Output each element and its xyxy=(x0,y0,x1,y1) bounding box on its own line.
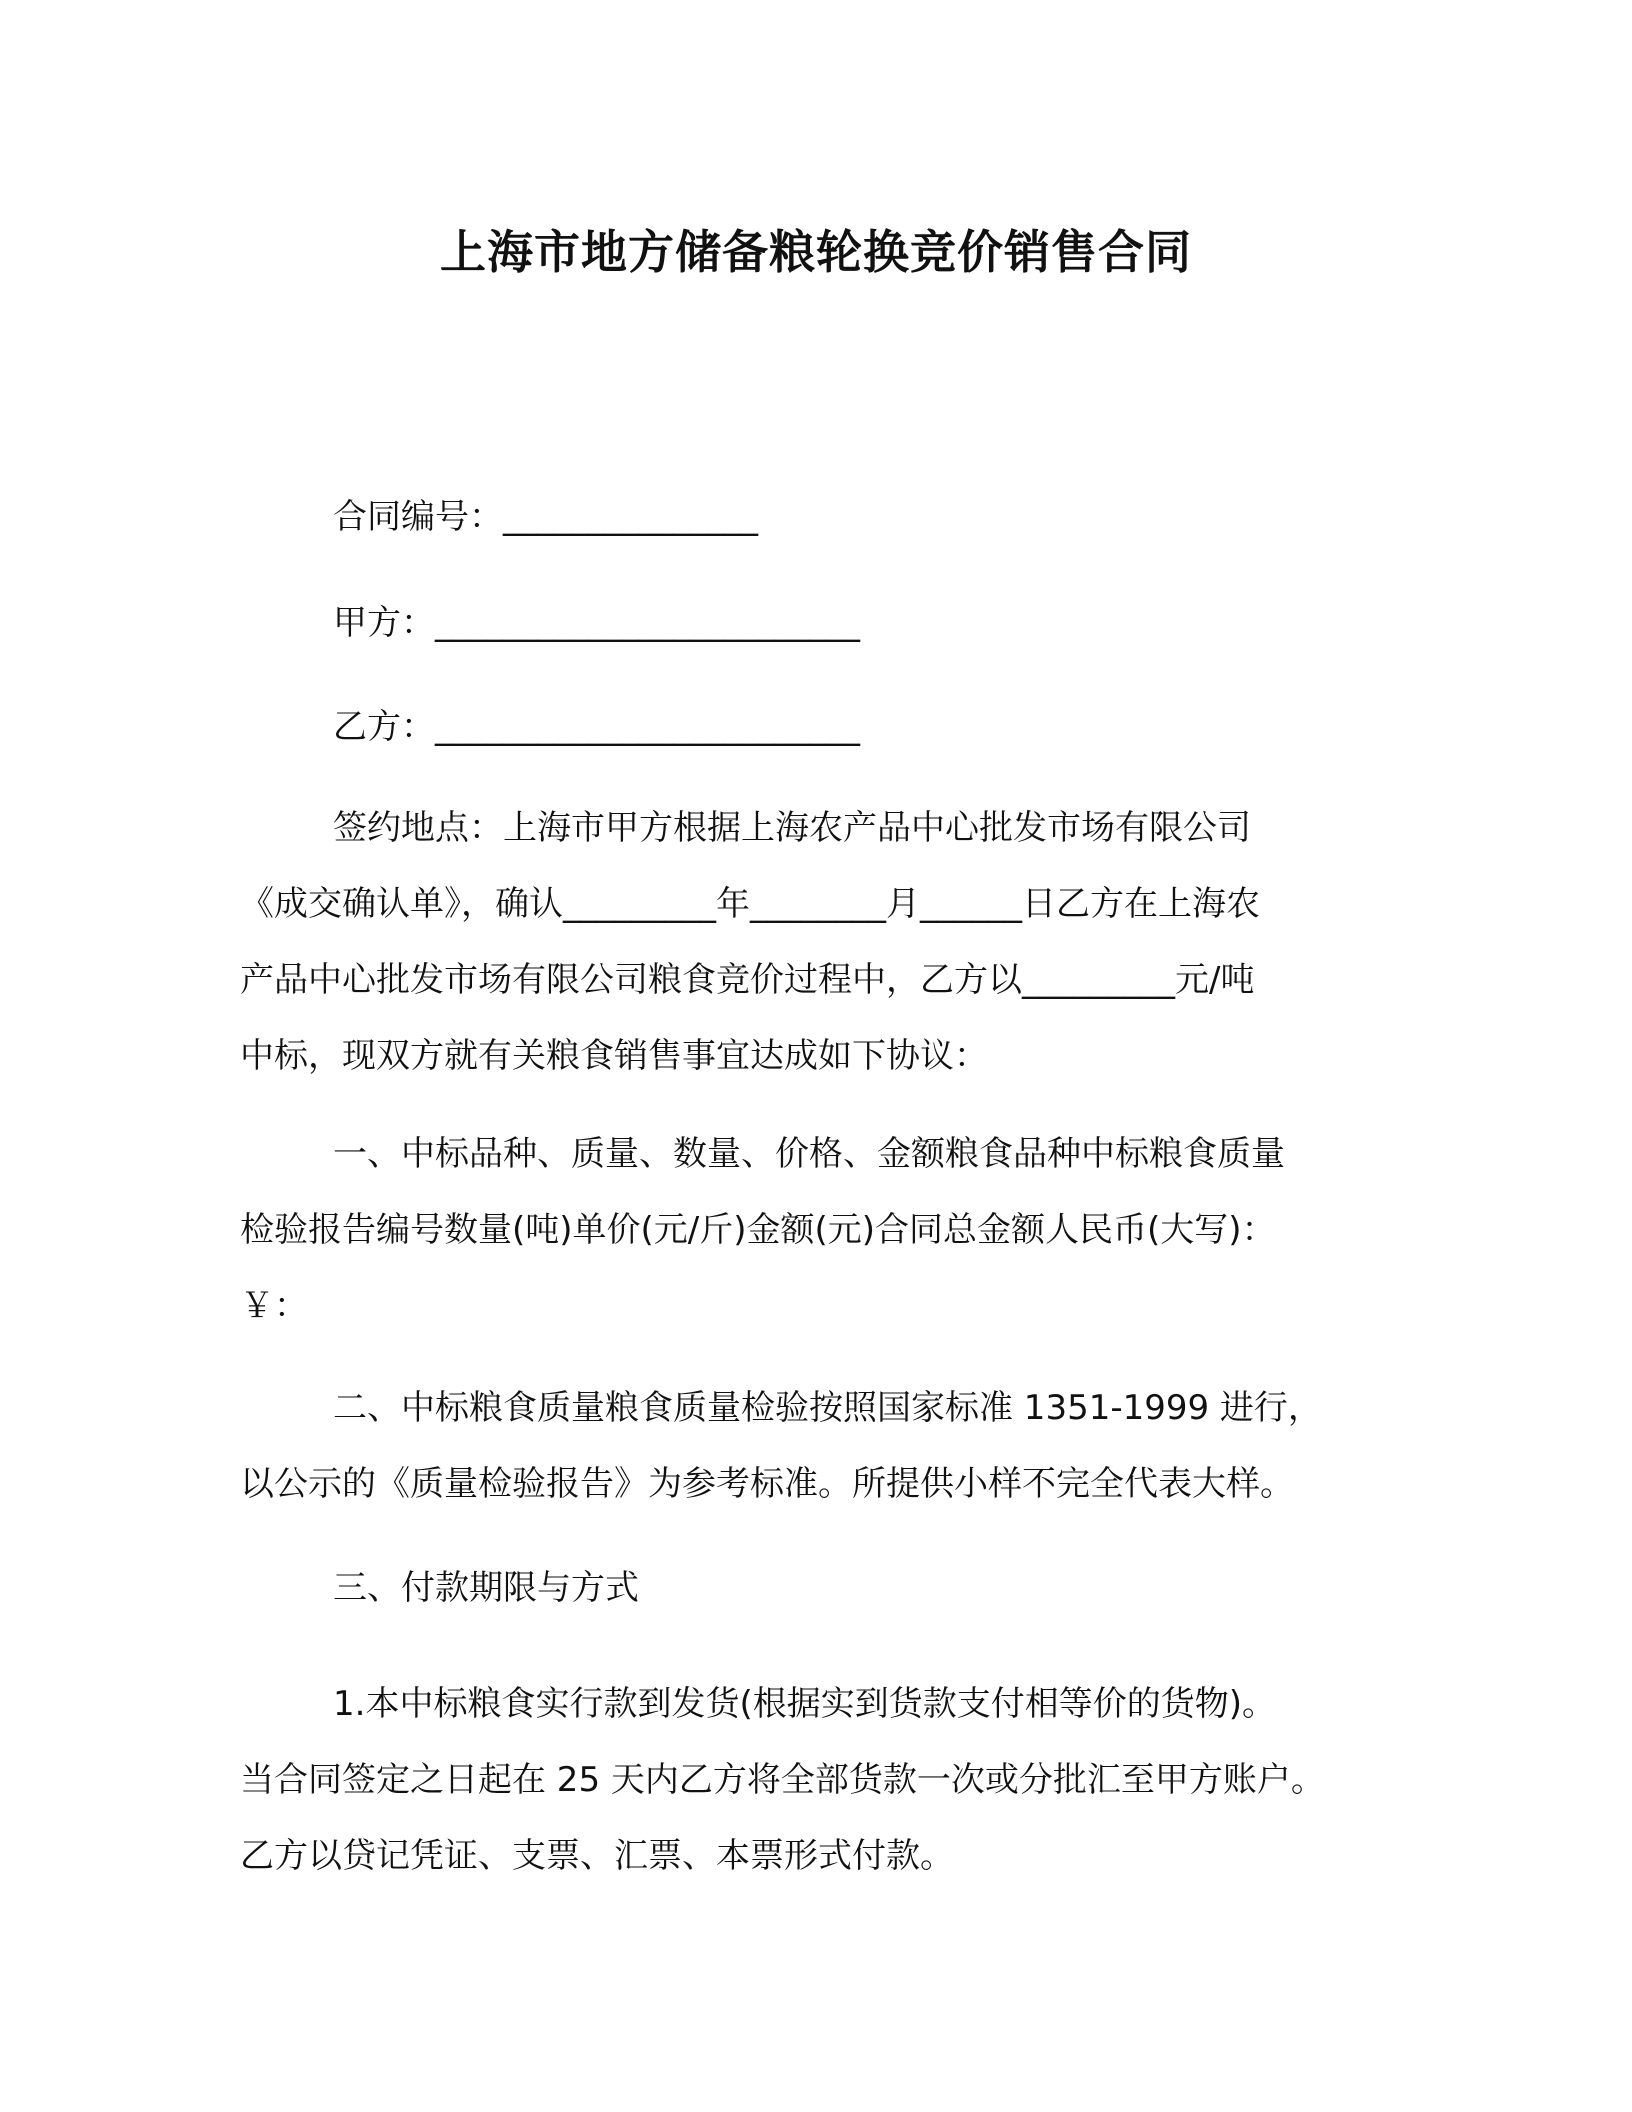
text-line: 1.本中标粮食实行款到发货(根据实到货款支付相等价的货物)。 xyxy=(333,1684,1276,1724)
text-line: 以公示的《质量检验报告》为参考标准。所提供小样不完全代表大样。 xyxy=(240,1464,1294,1504)
text-line: 签约地点：上海市甲方根据上海农产品中心批发市场有限公司 xyxy=(333,808,1251,848)
paragraph-signing-place xyxy=(240,790,1410,1094)
section-heading: 三、付款期限与方式 xyxy=(333,1568,639,1608)
paragraph-section-one xyxy=(240,1116,1410,1344)
paragraph-section-two xyxy=(240,1370,1410,1522)
text-line: 二、中标粮食质量粮食质量检验按照国家标准 1351-1999 进行， xyxy=(333,1388,1322,1428)
text-line: 《成交确认单》，确认_________年________月______日乙方在上海农 xyxy=(240,884,1260,924)
document-title: 上海市地方储备粮轮换竞价销售合同 xyxy=(440,225,1192,279)
party-b-field: 乙方：_________________________ xyxy=(333,707,860,747)
text-line: 当合同签定之日起在 25 天内乙方将全部货款一次或分批汇至甲方账户。 xyxy=(240,1760,1325,1800)
text-line: 中标，现双方就有关粮食销售事宜达成如下协议： xyxy=(240,1036,988,1076)
text-line: 乙方以贷记凭证、支票、汇票、本票形式付款。 xyxy=(240,1836,954,1876)
paragraph-section-three xyxy=(240,1550,1410,1626)
contract-number-field: 合同编号：_______________ xyxy=(333,497,758,537)
party-a-field: 甲方：_________________________ xyxy=(333,603,860,643)
text-line: ￥： xyxy=(240,1286,308,1326)
paragraph-payment xyxy=(240,1666,1410,1894)
text-line: 检验报告编号数量(吨)单价(元/斤)金额(元)合同总金额人民币(大写)： xyxy=(240,1210,1276,1250)
text-line: 产品中心批发市场有限公司粮食竞价过程中，乙方以_________元/吨 xyxy=(240,960,1255,1000)
text-line: 一、中标品种、质量、数量、价格、金额粮食品种中标粮食质量 xyxy=(333,1134,1285,1174)
